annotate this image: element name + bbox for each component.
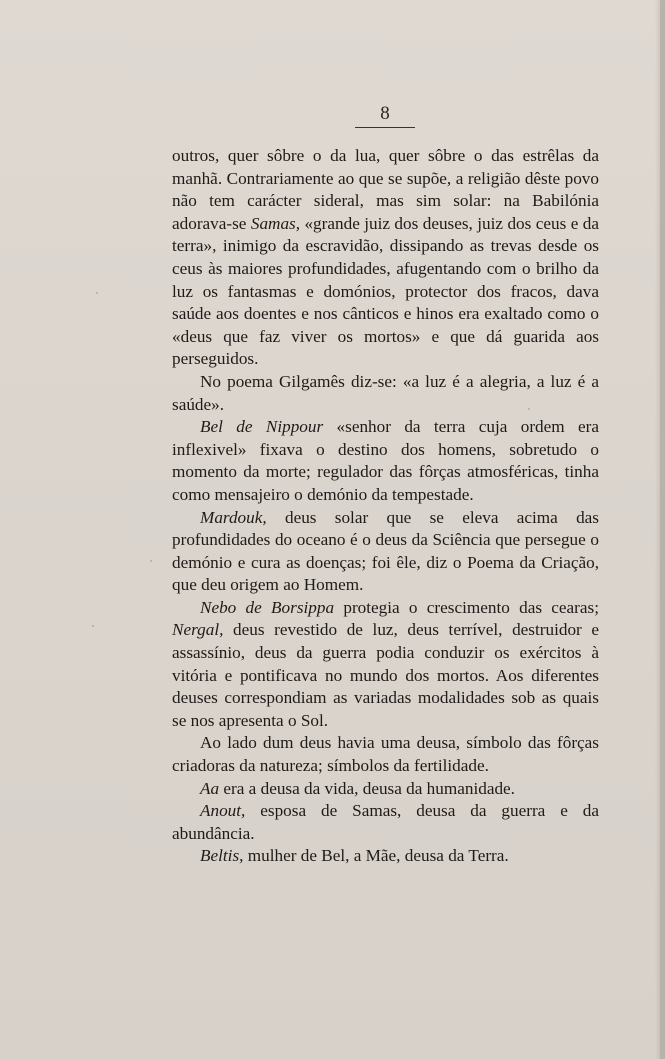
paper-speck	[92, 625, 94, 627]
paragraph	[172, 800, 599, 845]
paragraph	[172, 597, 599, 733]
paper-speck	[528, 408, 530, 410]
text-segment: deus revestido de luz, deus terrível, destruidor e assassínio, deus da guerra podia conduzir os exércitos à vitória e pontificava no mundo dos mortos. Aos diferentes deuses correspondiam as variadas modalidades sob as quais se nos apresenta o Sol.	[172, 620, 599, 730]
italic-name: Samas,	[250, 213, 301, 233]
italic-name: Mardouk,	[200, 507, 267, 527]
paragraph	[172, 145, 599, 371]
italic-name: Bel de Nippour	[200, 417, 324, 437]
italic-name: Beltis,	[200, 846, 244, 866]
text-segment: mulher de Bel, a Mãe, deusa da Terra.	[243, 846, 509, 866]
text-segment: esposa de Samas, deusa da guerra e da abundância.	[172, 801, 599, 843]
page-edge	[660, 0, 665, 1059]
text-segment: era a deusa da vida, deusa da humanidade.	[219, 778, 515, 798]
text-segment: outros, quer sôbre o da lua, quer sôbre o das estrêlas da manhã. Contrariamente ao que se supõe, a religião dêste povo não tem carácter sideral, mas sim solar: na Babilónia adorava-se	[172, 146, 599, 233]
paper-speck	[96, 292, 98, 294]
text-segment: «grande juiz dos deuses, juiz dos ceus e da terra», inimigo da escravidão, dissipando as trevas desde os ceus às maiores profundidades, afugentando com o brilho da luz os fantasmas e domónios, protector dos fracos, dava saúde aos doentes e nos cânticos e hinos era exaltado como o «deus que faz viver os mortos» e que dá guarida aos perseguidos.	[172, 213, 599, 369]
page-number-rule	[355, 127, 415, 128]
text-segment: deus solar que se eleva acima das profundidades do oceano é o deus da Sciência que persegue o demónio e cura as doenças; foi êle, diz o Poema da Criação, que deu origem ao Homem.	[172, 507, 599, 595]
italic-name: Nergal,	[172, 620, 224, 640]
paragraph	[172, 507, 599, 597]
paragraph	[172, 371, 599, 416]
body-text	[172, 145, 599, 868]
italic-name: Aa	[200, 778, 220, 798]
text-segment: «senhor da terra cuja ordem era inflexivel» fixava o destino dos homens, sobretudo o momento da morte; regulador das fôrças atmosféricas, tinha como mensajeiro o demónio da tempestade.	[172, 417, 599, 504]
paragraph	[172, 778, 599, 801]
paragraph	[172, 845, 599, 868]
paragraph	[172, 416, 599, 506]
text-segment: protegia o crescimento das cearas;	[334, 597, 599, 617]
italic-name: Anout,	[200, 801, 246, 821]
text-segment: Ao lado dum deus havia uma deusa, símbolo das fôrças criadoras da natureza; símbolos da fertilidade.	[172, 733, 599, 776]
paragraph	[172, 732, 599, 777]
paper-speck	[150, 560, 152, 562]
italic-name: Nebo de Borsippa	[200, 597, 335, 617]
text-segment: No poema Gilgamês diz-se: «a luz é a alegria, a luz é a saúde».	[172, 371, 599, 414]
page-number: 8	[380, 103, 390, 124]
